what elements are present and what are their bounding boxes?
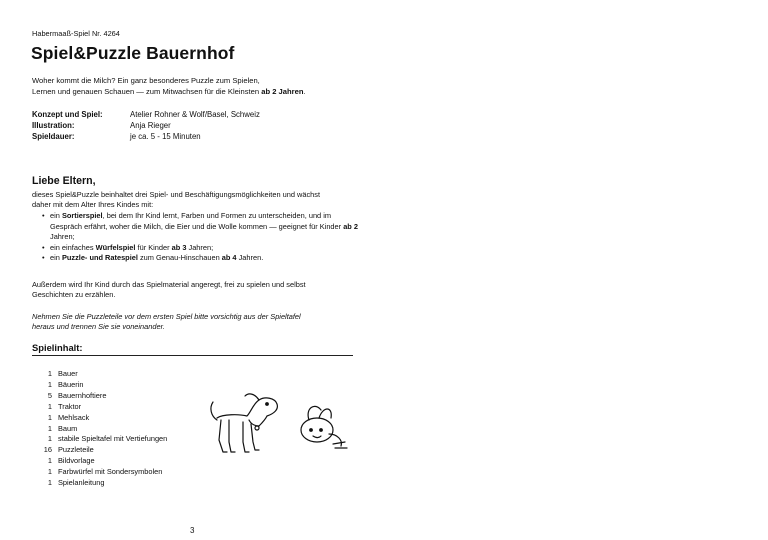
intro-line-1: Woher kommt die Milch? Ein ganz besonderes Puzzle zum Spielen, <box>32 76 260 85</box>
item-quantity: 1 <box>47 467 52 477</box>
credits-table <box>32 110 260 142</box>
bullet-text: zum Genau-Hinschauen <box>139 253 220 263</box>
bullet-bold: ab 2 <box>343 221 358 231</box>
list-item <box>38 402 167 413</box>
article-number: Habermaaß-Spiel Nr. 4264 <box>32 29 120 38</box>
parents-intro-line-2: daher mit dem Alter Ihres Kindes mit: <box>32 200 154 209</box>
rabbit-head <box>301 418 333 442</box>
credit-row <box>32 132 260 143</box>
item-quantity: 1 <box>47 379 52 389</box>
bullet-text: , bei dem Ihr Kind lernt, Farben und Formen zu unterscheiden, und im Gespräch erfährt, woher die Milch, die Eier und die Wolle kommen — geeignet für Kinder <box>50 211 342 231</box>
bullet-text: Jahren. <box>238 253 264 263</box>
item-quantity: 1 <box>47 434 52 444</box>
bullet-text: ein einfaches <box>50 242 94 252</box>
dog-leg <box>229 420 235 452</box>
rabbit-eye <box>320 429 323 432</box>
list-item <box>38 391 167 402</box>
item-name: Traktor <box>58 401 82 411</box>
credit-row <box>32 110 260 121</box>
item-quantity: 5 <box>47 390 52 400</box>
list-item <box>32 211 362 243</box>
intro-line-2-text: Lernen und genauen Schauen — zum Mitwachsen für die Kleinsten <box>32 86 260 96</box>
bullet-bold: ab 3 <box>171 242 187 252</box>
item-quantity: 1 <box>47 456 52 466</box>
item-name: Farbwürfel mit Sondersymbolen <box>58 467 163 477</box>
dog-leg <box>219 420 227 452</box>
dog-eye <box>266 403 269 406</box>
list-item <box>38 424 167 435</box>
page-title: Spiel&Puzzle Bauernhof <box>31 43 235 63</box>
list-item <box>38 467 167 478</box>
item-name: stabile Spieltafel mit Vertiefungen <box>58 434 168 444</box>
bullet-bold: Würfelspiel <box>95 242 136 252</box>
rabbit-eye <box>310 429 313 432</box>
bullet-bold: Sortierspiel <box>61 211 103 220</box>
dog-and-rabbit-illustration <box>205 390 355 460</box>
dog-tail <box>211 402 217 420</box>
bullet-text: ein <box>50 211 60 220</box>
additional-line-1: Außerdem wird Ihr Kind durch das Spielmaterial angeregt, frei zu spielen und selbst <box>32 280 306 289</box>
list-item <box>32 243 362 254</box>
item-quantity: 16 <box>43 445 52 455</box>
credit-value: je ca. 5 - 15 Minuten <box>130 131 201 141</box>
credit-label: Spieldauer: <box>32 131 75 141</box>
contents-heading: Spielinhalt: <box>32 342 83 353</box>
bullet-bold: ab 4 <box>221 253 237 263</box>
item-name: Spielanleitung <box>58 478 105 488</box>
item-name: Bäuerin <box>58 379 84 389</box>
bullet-text: ein <box>50 253 60 263</box>
rabbit-grass <box>333 442 347 448</box>
instruction-line-2: heraus und trennen Sie sie voneinander. <box>32 322 165 331</box>
intro-text <box>32 76 362 98</box>
credit-value: Anja Rieger <box>130 120 171 130</box>
parents-intro-line-1: dieses Spiel&Puzzle beinhaltet drei Spiel- und Beschäftigungsmöglichkeiten und wächst <box>32 190 320 199</box>
dog-ear <box>245 394 259 400</box>
dog-tag <box>255 426 259 430</box>
dog-collar <box>249 420 259 426</box>
instruction-line-1: Nehmen Sie die Puzzleteile vor dem ersten Spiel bitte vorsichtig aus der Spieltafel <box>32 312 301 321</box>
item-quantity: 1 <box>47 401 52 411</box>
list-item <box>38 456 167 467</box>
intro-period: . <box>303 86 306 96</box>
credit-row <box>32 121 260 132</box>
intro-line-2 <box>32 87 362 98</box>
item-quantity: 1 <box>47 412 52 422</box>
game-modes-list <box>32 211 362 264</box>
item-quantity: 1 <box>47 478 52 488</box>
dog-leg <box>243 422 249 452</box>
item-name: Bauernhoftiere <box>58 390 107 400</box>
page-number: 3 <box>190 526 195 535</box>
item-name: Baum <box>58 423 78 433</box>
item-name: Mehlsack <box>58 412 90 422</box>
item-name: Puzzleteile <box>58 445 94 455</box>
dog-body <box>217 398 277 426</box>
parents-heading: Liebe Eltern, <box>32 175 96 187</box>
bullet-text: Jahren; <box>50 232 75 242</box>
list-item <box>38 434 167 445</box>
item-name: Bauer <box>58 369 78 378</box>
bullet-bold: Puzzle- und Ratespiel <box>61 253 138 263</box>
list-item <box>38 369 167 380</box>
contents-list <box>38 369 167 489</box>
additional-line-2: Geschichten zu erzählen. <box>32 290 116 299</box>
intro-age-bold: ab 2 Jahren <box>261 86 304 96</box>
credit-label: Illustration: <box>32 120 75 130</box>
list-item <box>38 413 167 424</box>
list-item <box>38 445 167 456</box>
rabbit-mouth <box>313 436 321 438</box>
item-name: Bildvorlage <box>58 456 95 466</box>
credit-value: Atelier Rohner & Wolf/Basel, Schweiz <box>130 110 260 119</box>
list-item <box>32 253 362 264</box>
item-quantity: 1 <box>47 369 52 378</box>
list-item <box>38 478 167 489</box>
credit-label: Konzept und Spiel: <box>32 110 103 119</box>
item-quantity: 1 <box>47 423 52 433</box>
bullet-text: Jahren; <box>188 242 214 252</box>
bullet-text: für Kinder <box>137 242 170 252</box>
section-divider <box>32 355 353 356</box>
list-item <box>38 380 167 391</box>
